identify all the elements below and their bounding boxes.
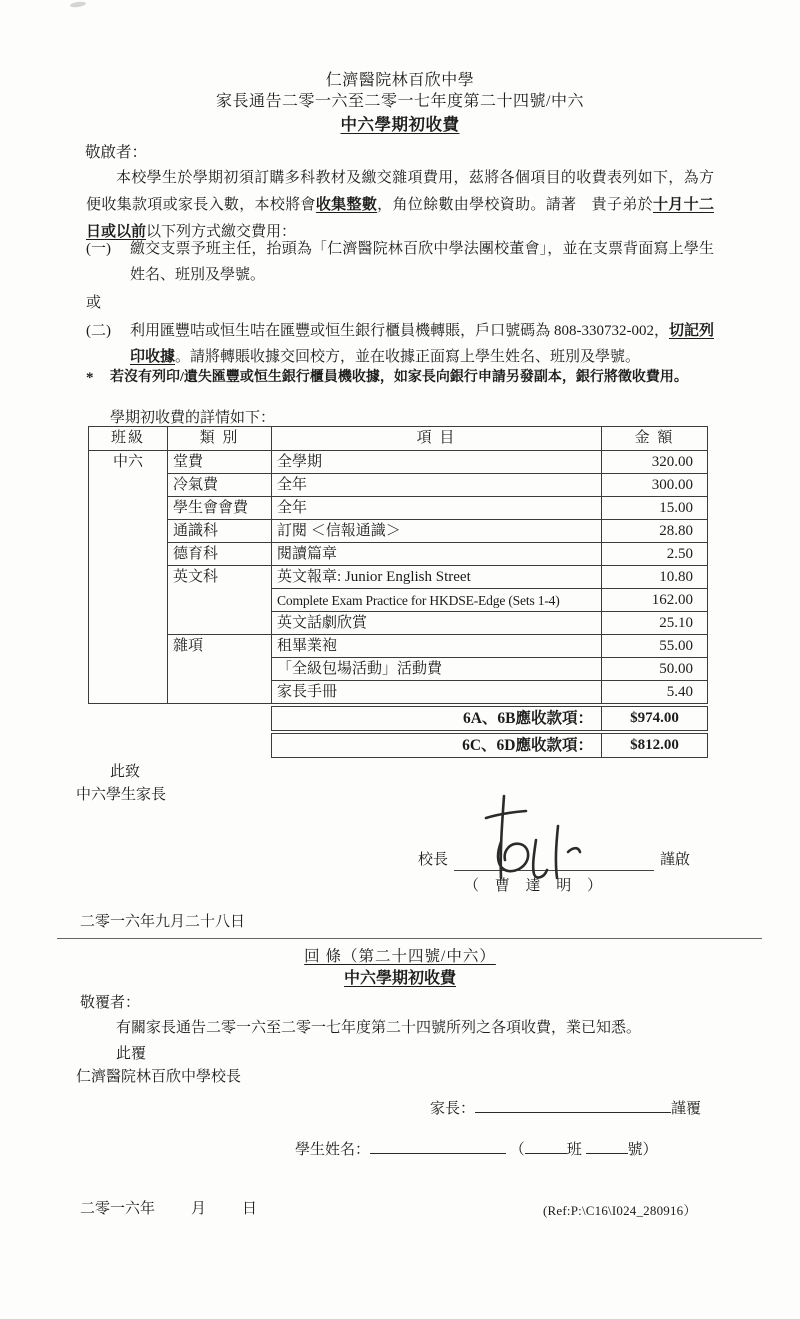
parent-signature-blank — [475, 1097, 671, 1113]
category-cell: 冷氣費 — [168, 474, 272, 497]
closing-recipient: 中六學生家長 — [76, 787, 167, 803]
ref-number: (Ref:P:\C16\I024_280916） — [543, 1203, 697, 1218]
item-cell: 全年 — [272, 497, 602, 520]
payment-method-1 — [86, 236, 714, 288]
number-label: 號） — [627, 1142, 658, 1158]
total-label: 6A、6B應收款項： — [271, 706, 602, 731]
item-cell: 「全級包場活動」活動費 — [272, 658, 602, 681]
amount-cell: 300.00 — [602, 474, 708, 497]
school-name: 仁濟醫院林百欣中學 — [325, 72, 475, 89]
class-blank — [525, 1138, 567, 1154]
document-header — [0, 70, 800, 135]
notice-number-line: 家長通告二零一六至二零一七年度第二十四號/中六 — [216, 93, 584, 110]
principal-label: 校長 — [418, 852, 449, 868]
notice-title: 中六學期初收費 — [340, 115, 460, 134]
method-2-text-1: 利用匯豐咭或恒生咭在匯豐或恒生銀行櫃員機轉賬，戶口號碼為 808-330732-002， — [130, 323, 669, 339]
principal-signature — [472, 790, 632, 882]
item-cell: 租畢業袍 — [272, 635, 602, 658]
item-cell: 家長手冊 — [272, 681, 602, 704]
category-cell: 英文科 — [168, 566, 272, 635]
item-cell: 英文報章: Junior English Street — [272, 566, 602, 589]
header-amount: 金 額 — [602, 427, 708, 451]
amount-cell: 50.00 — [602, 658, 708, 681]
fees-table-row — [89, 451, 708, 474]
receipt-note-text: 若沒有列印/遺失匯豐或恒生銀行櫃員機收據，如家長向銀行申請另發副本，銀行將徵收費用。 — [110, 370, 688, 385]
parent-label: 家長： — [430, 1101, 476, 1117]
fees-table-row — [89, 520, 708, 543]
asterisk-marker: * — [86, 370, 94, 386]
reply-closing: 此覆 — [116, 1046, 147, 1062]
amount-cell: 162.00 — [602, 589, 708, 612]
intro-text-2: ，角位餘數由學校資助。請著 貴子弟於 — [377, 197, 653, 213]
fees-table-row — [89, 566, 708, 589]
reply-date-day: 日 — [242, 1201, 258, 1217]
fees-table-row — [89, 543, 708, 566]
student-name-label: 學生姓名： — [295, 1142, 371, 1158]
intro-emphasis-collect-whole: 收集整數 — [315, 197, 378, 213]
item-cell: 全學期 — [272, 451, 602, 474]
principal-name: （ 曹 達 明 ） — [464, 878, 609, 894]
reply-slip-title: 回 條（第二十四號/中六） — [304, 948, 496, 965]
class-cell: 中六 — [89, 451, 168, 704]
method-2-number: (二) — [86, 323, 111, 339]
parent-sign-line — [430, 1097, 701, 1118]
amount-cell: 55.00 — [602, 635, 708, 658]
fees-table-caption: 學期初收費的詳情如下： — [110, 410, 276, 426]
intro-paragraph — [86, 165, 714, 246]
receipt-note — [86, 368, 726, 388]
amount-cell: 2.50 — [602, 543, 708, 566]
total-amount: $812.00 — [602, 733, 708, 758]
reply-slip-subtitle: 中六學期初收費 — [343, 970, 456, 987]
category-cell: 通識科 — [168, 520, 272, 543]
reply-school-closing: 仁濟醫院林百欣中學校長 — [76, 1069, 242, 1085]
method-1-number: (一) — [86, 241, 111, 257]
respectfully-label: 謹啟 — [660, 852, 691, 868]
category-cell: 學生會會費 — [168, 497, 272, 520]
reply-salutation: 敬覆者： — [80, 995, 141, 1011]
student-number-blank — [586, 1138, 628, 1154]
category-cell: 堂費 — [168, 451, 272, 474]
fees-table-row — [89, 497, 708, 520]
amount-cell: 15.00 — [602, 497, 708, 520]
amount-cell: 320.00 — [602, 451, 708, 474]
method-2-emphasis-print-receipt: 切記列印收據 — [130, 323, 714, 365]
or-separator: 或 — [86, 295, 102, 311]
total-row-6a6b — [271, 706, 708, 731]
payment-methods — [86, 236, 714, 370]
fees-table-row — [89, 635, 708, 658]
fees-table — [88, 426, 708, 704]
cut-line — [57, 938, 762, 939]
reply-date-month: 月 — [191, 1201, 207, 1217]
reply-date-line — [80, 1197, 257, 1218]
closing-salute: 此致 — [110, 764, 141, 780]
method-2-text-2: 。請將轉賬收據交回校方，並在收據正面寫上學生姓名、班別及學號。 — [175, 349, 641, 365]
issue-date: 二零一六年九月二十八日 — [80, 914, 246, 930]
amount-cell: 5.40 — [602, 681, 708, 704]
student-name-line — [295, 1138, 658, 1159]
header-class: 班級 — [89, 427, 168, 451]
fees-table-header-row — [89, 427, 708, 451]
item-cell: 全年 — [272, 474, 602, 497]
intro-emphasis-deadline: 十月十二日或以前 — [86, 197, 714, 240]
intro-text-1: 本校學生於學期初須訂購多科教材及繳交雜項費用，茲將各個項目的收費表列如下，為方便收集款項或家長入數，本校將會 — [86, 170, 714, 213]
amount-cell: 25.10 — [602, 612, 708, 635]
scan-smudge — [70, 1, 87, 8]
parent-respectfully-label: 謹覆 — [671, 1101, 702, 1117]
reply-date-year: 二零一六年 — [80, 1201, 156, 1217]
payment-method-2 — [86, 318, 714, 370]
total-row-6c6d — [271, 733, 708, 758]
class-label: 班 — [566, 1142, 582, 1158]
reply-body: 有關家長通告二零一六至二零一七年度第二十四號所列之各項收費，業已知悉。 — [116, 1020, 642, 1036]
student-name-blank — [370, 1138, 506, 1154]
header-item: 項 目 — [272, 427, 602, 451]
header-category: 類 別 — [168, 427, 272, 451]
signature-block — [418, 848, 728, 895]
amount-cell: 10.80 — [602, 566, 708, 589]
item-cell: 訂閱 ＜信報通識＞ — [272, 520, 602, 543]
method-1-text: 繳交支票予班主任，抬頭為「仁濟醫院林百欣中學法團校董會」，並在支票背面寫上學生姓名、班別及學號。 — [130, 241, 714, 283]
method-2-text — [130, 318, 714, 370]
salutation: 敬啟者： — [85, 144, 148, 161]
amount-cell: 28.80 — [602, 520, 708, 543]
intro-text-3: 以下列方式繳交費用： — [146, 224, 297, 240]
total-amount: $974.00 — [602, 706, 708, 731]
total-label: 6C、6D應收款項： — [271, 733, 602, 758]
item-cell: Complete Exam Practice for HKDSE-Edge (Sets 1-4) — [272, 589, 602, 612]
paren-open: （ — [509, 1142, 525, 1158]
category-cell: 德育科 — [168, 543, 272, 566]
fees-table-row — [89, 474, 708, 497]
category-cell: 雜項 — [168, 635, 272, 704]
item-cell: 閱讀篇章 — [272, 543, 602, 566]
item-cell: 英文話劇欣賞 — [272, 612, 602, 635]
signature-line — [454, 849, 654, 871]
